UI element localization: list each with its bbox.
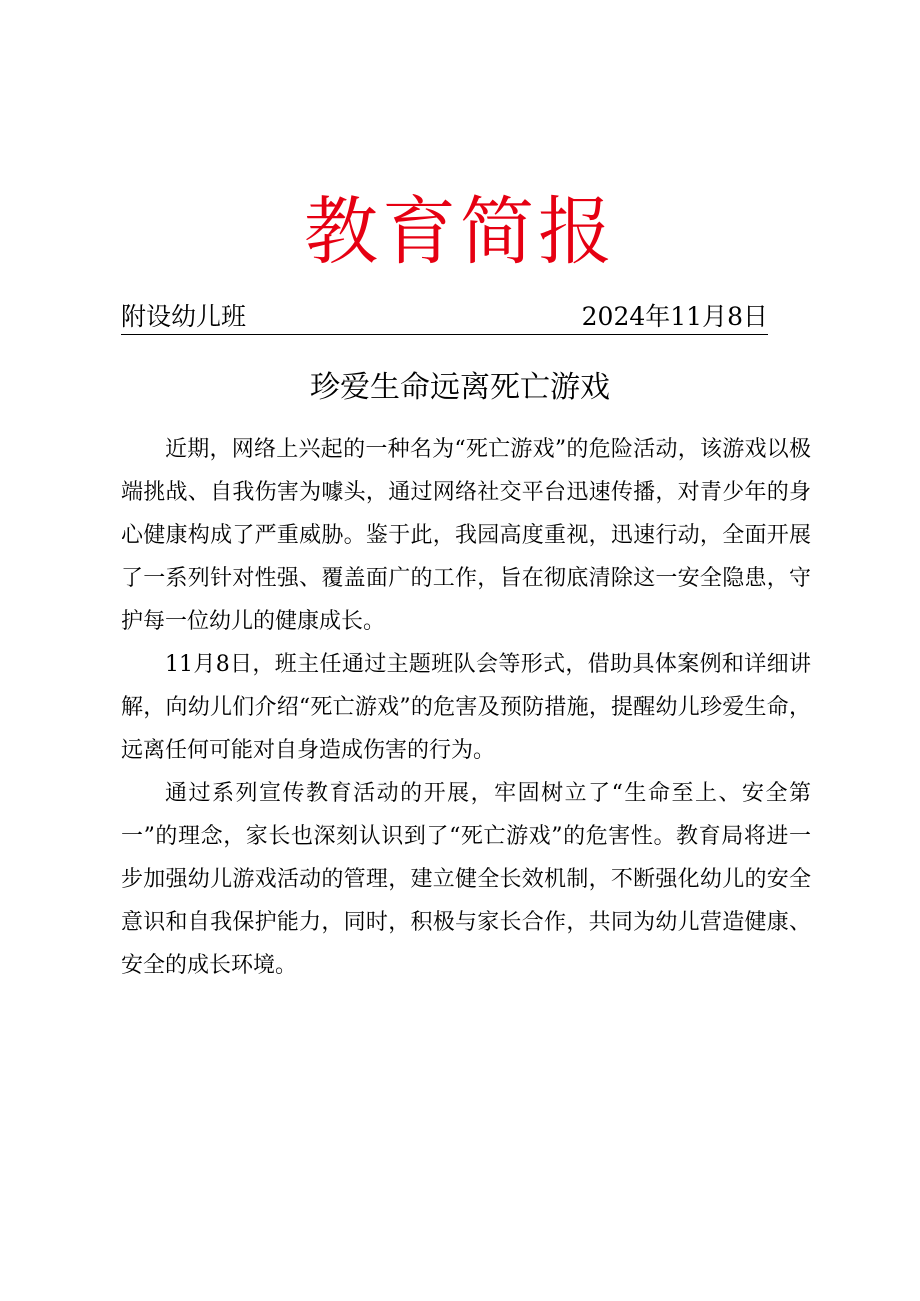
article-title: 珍爱生命远离死亡游戏 xyxy=(310,370,610,405)
issue-date: 2024年11月8日 xyxy=(581,302,768,331)
issuing-unit: 附设幼儿班 xyxy=(121,302,247,331)
article-paragraph: 通过系列宣传教育活动的开展，牢固树立了“生命至上、安全第一”的理念，家长也深刻认识到了“死亡游戏”的危害性。教育局将进一步加强幼儿游戏活动的管理，建立健全长效机制，不断强化幼儿的安全意识和自我保护能力，同时，积极与家长合作，共同为幼儿营造健康、安全的成长环境。 xyxy=(121,781,811,978)
article-paragraph: 11月8日，班主任通过主题班队会等形式，借助具体案例和详细讲解，向幼儿们介绍“死亡游戏”的危害及预防措施，提醒幼儿珍爱生命，远离任何可能对自身造成伤害的行为。 xyxy=(121,652,811,763)
masthead-title: 教育简报 xyxy=(304,189,616,275)
article-body xyxy=(121,428,811,987)
article-paragraph: 近期，网络上兴起的一种名为“死亡游戏”的危险活动，该游戏以极端挑战、自我伤害为噱头，通过网络社交平台迅速传播，对青少年的身心健康构成了严重威胁。鉴于此，我园高度重视，迅速行动，全面开展了一系列针对性强、覆盖面广的工作，旨在彻底清除这一安全隐患，守护每一位幼儿的健康成长。 xyxy=(121,437,811,634)
meta-line xyxy=(121,300,768,335)
